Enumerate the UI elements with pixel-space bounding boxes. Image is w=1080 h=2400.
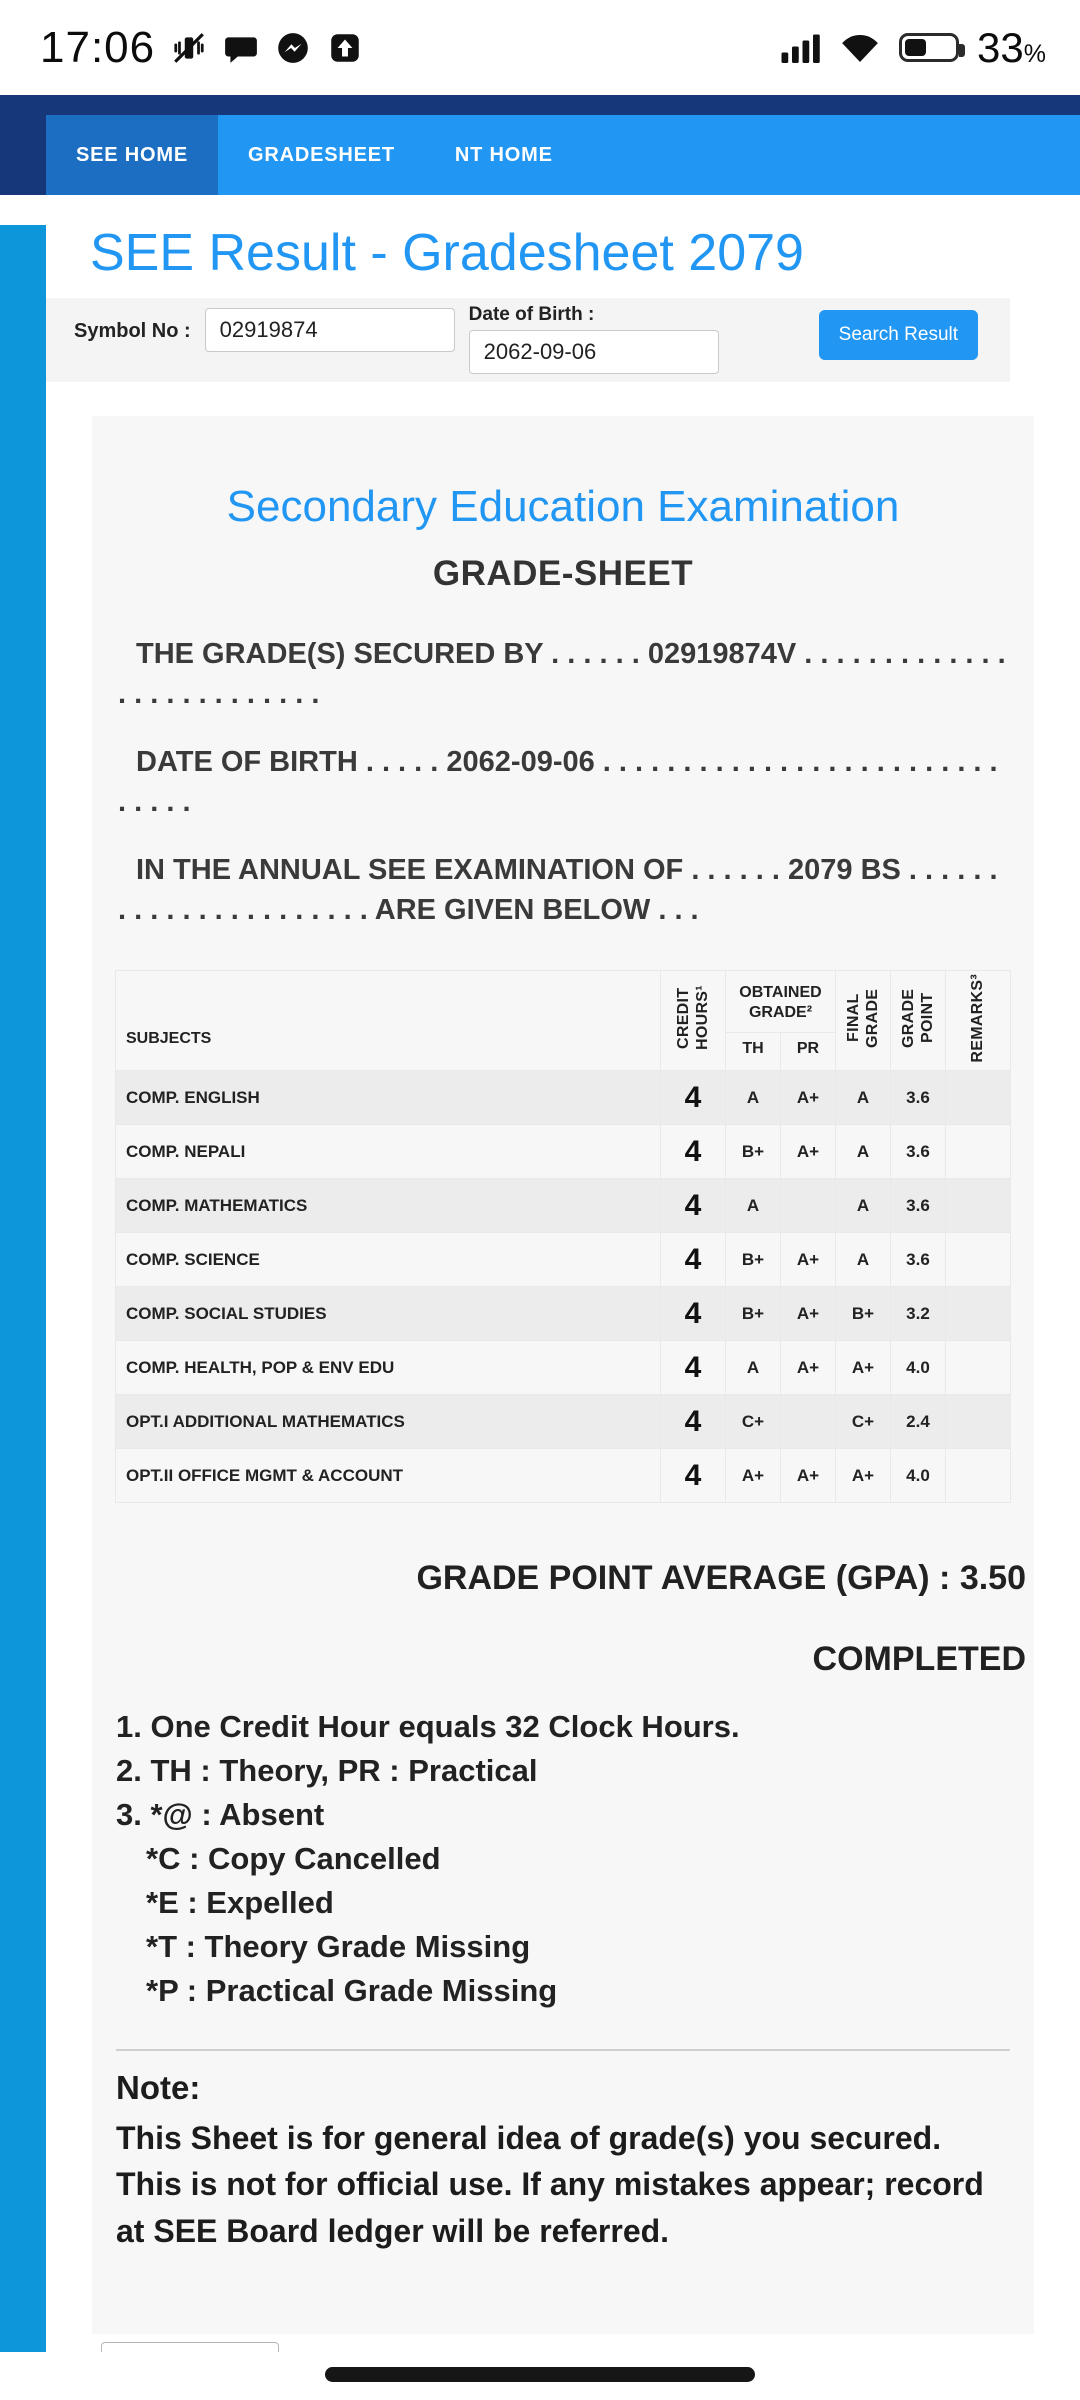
table-row: OPT.II OFFICE MGMT & ACCOUNT 4 A+ A+ A+ 4.0 <box>115 1449 1010 1503</box>
dob-label: Date of Birth : <box>468 304 595 326</box>
table-row: COMP. ENGLISH 4 A A+ A 3.6 <box>115 1071 1010 1125</box>
dob-input[interactable] <box>469 330 719 374</box>
footnote: *T : Theory Grade Missing <box>146 1929 531 1965</box>
footnote: 1. One Credit Hour equals 32 Clock Hours. <box>116 1709 740 1745</box>
messenger-icon <box>275 30 311 66</box>
footnote: *P : Practical Grade Missing <box>146 1973 558 2009</box>
tab-see-home[interactable]: SEE HOME <box>46 115 218 195</box>
gesture-bar <box>0 2352 1080 2400</box>
note-title: Note: <box>116 2069 201 2107</box>
table-row: OPT.I ADDITIONAL MATHEMATICS 4 C+ C+ 2.4 <box>115 1395 1010 1449</box>
exam-line: IN THE ANNUAL SEE EXAMINATION OF . . . . . . 2079 BS . . . . . . . . . . . . . . . . . . . . . . ARE GIVEN BELOW . . . <box>118 854 998 927</box>
status-bar <box>0 0 1080 95</box>
header-obtained-grade: OBTAINED GRADE² <box>725 971 835 1033</box>
gradesheet-card <box>92 416 1034 2333</box>
tab-gradesheet[interactable]: GRADESHEET <box>247 143 395 166</box>
dob-line: DATE OF BIRTH . . . . . 2062-09-06 . . . . . . . . . . . . . . . . . . . . . . . . . . . . . . <box>118 746 998 819</box>
footnotes <box>116 1705 1034 2013</box>
grades-table <box>115 970 1011 1503</box>
battery-percent: 33% <box>977 23 1046 71</box>
note-text: This Sheet is for general idea of grade(s) you secured. This is not for official use. If any mistakes appear; record at SEE Board ledger will be referred. <box>116 2120 984 2249</box>
header-remarks: REMARKS³ <box>946 971 1011 1071</box>
footnote: *C : Copy Cancelled <box>146 1841 441 1877</box>
top-navy-strip <box>0 95 1080 115</box>
navbar-left-edge <box>0 115 46 195</box>
footnote: *E : Expelled <box>146 1885 334 1921</box>
header-pr: PR <box>780 1033 835 1071</box>
secured-by-line: THE GRADE(S) SECURED BY . . . . . . 02919874V . . . . . . . . . . . . . . . . . . . . . . . . . . <box>118 638 1006 711</box>
battery-icon <box>899 33 959 62</box>
search-result-button[interactable]: Search Result <box>819 310 978 360</box>
org-title: Secondary Education Examination <box>226 482 900 532</box>
signal-icon <box>781 33 821 63</box>
footnote: 2. TH : Theory, PR : Practical <box>116 1753 538 1789</box>
chat-icon <box>223 30 259 66</box>
main-navbar <box>0 115 1080 195</box>
header-credit-hours: CREDIT HOURS¹ <box>660 971 725 1071</box>
symbol-input[interactable] <box>205 308 455 352</box>
table-row: COMP. SCIENCE 4 B+ A+ A 3.6 <box>115 1233 1010 1287</box>
tab-nt-home[interactable]: NT HOME <box>454 143 553 166</box>
left-blue-strip <box>0 225 46 2382</box>
gesture-pill[interactable] <box>325 2367 755 2382</box>
table-row: COMP. NEPALI 4 B+ A+ A 3.6 <box>115 1125 1010 1179</box>
wifi-icon <box>839 32 881 64</box>
table-row: COMP. HEALTH, POP & ENV EDU 4 A A+ A+ 4.0 <box>115 1341 1010 1395</box>
completion-status: COMPLETED <box>812 1640 1026 1679</box>
header-final-grade: FINAL GRADE <box>836 971 891 1071</box>
table-row: COMP. MATHEMATICS 4 A A 3.6 <box>115 1179 1010 1233</box>
search-form <box>46 298 1010 382</box>
table-row: COMP. SOCIAL STUDIES 4 B+ A+ B+ 3.2 <box>115 1287 1010 1341</box>
upload-icon <box>327 30 363 66</box>
vibrate-icon <box>171 30 207 66</box>
doc-title: GRADE-SHEET <box>432 554 694 594</box>
note-divider <box>116 2049 1010 2051</box>
footnote: 3. *@ : Absent <box>116 1797 325 1833</box>
page-content <box>46 225 1080 2386</box>
header-th: TH <box>725 1033 780 1071</box>
clock-text: 17:06 <box>40 22 156 72</box>
header-grade-point: GRADE POINT <box>891 971 946 1071</box>
header-subjects: SUBJECTS <box>115 971 660 1071</box>
page-title: SEE Result - Gradesheet 2079 <box>90 224 804 282</box>
symbol-label: Symbol No : <box>74 320 191 343</box>
gpa-text: GRADE POINT AVERAGE (GPA) : 3.50 <box>416 1559 1026 1598</box>
